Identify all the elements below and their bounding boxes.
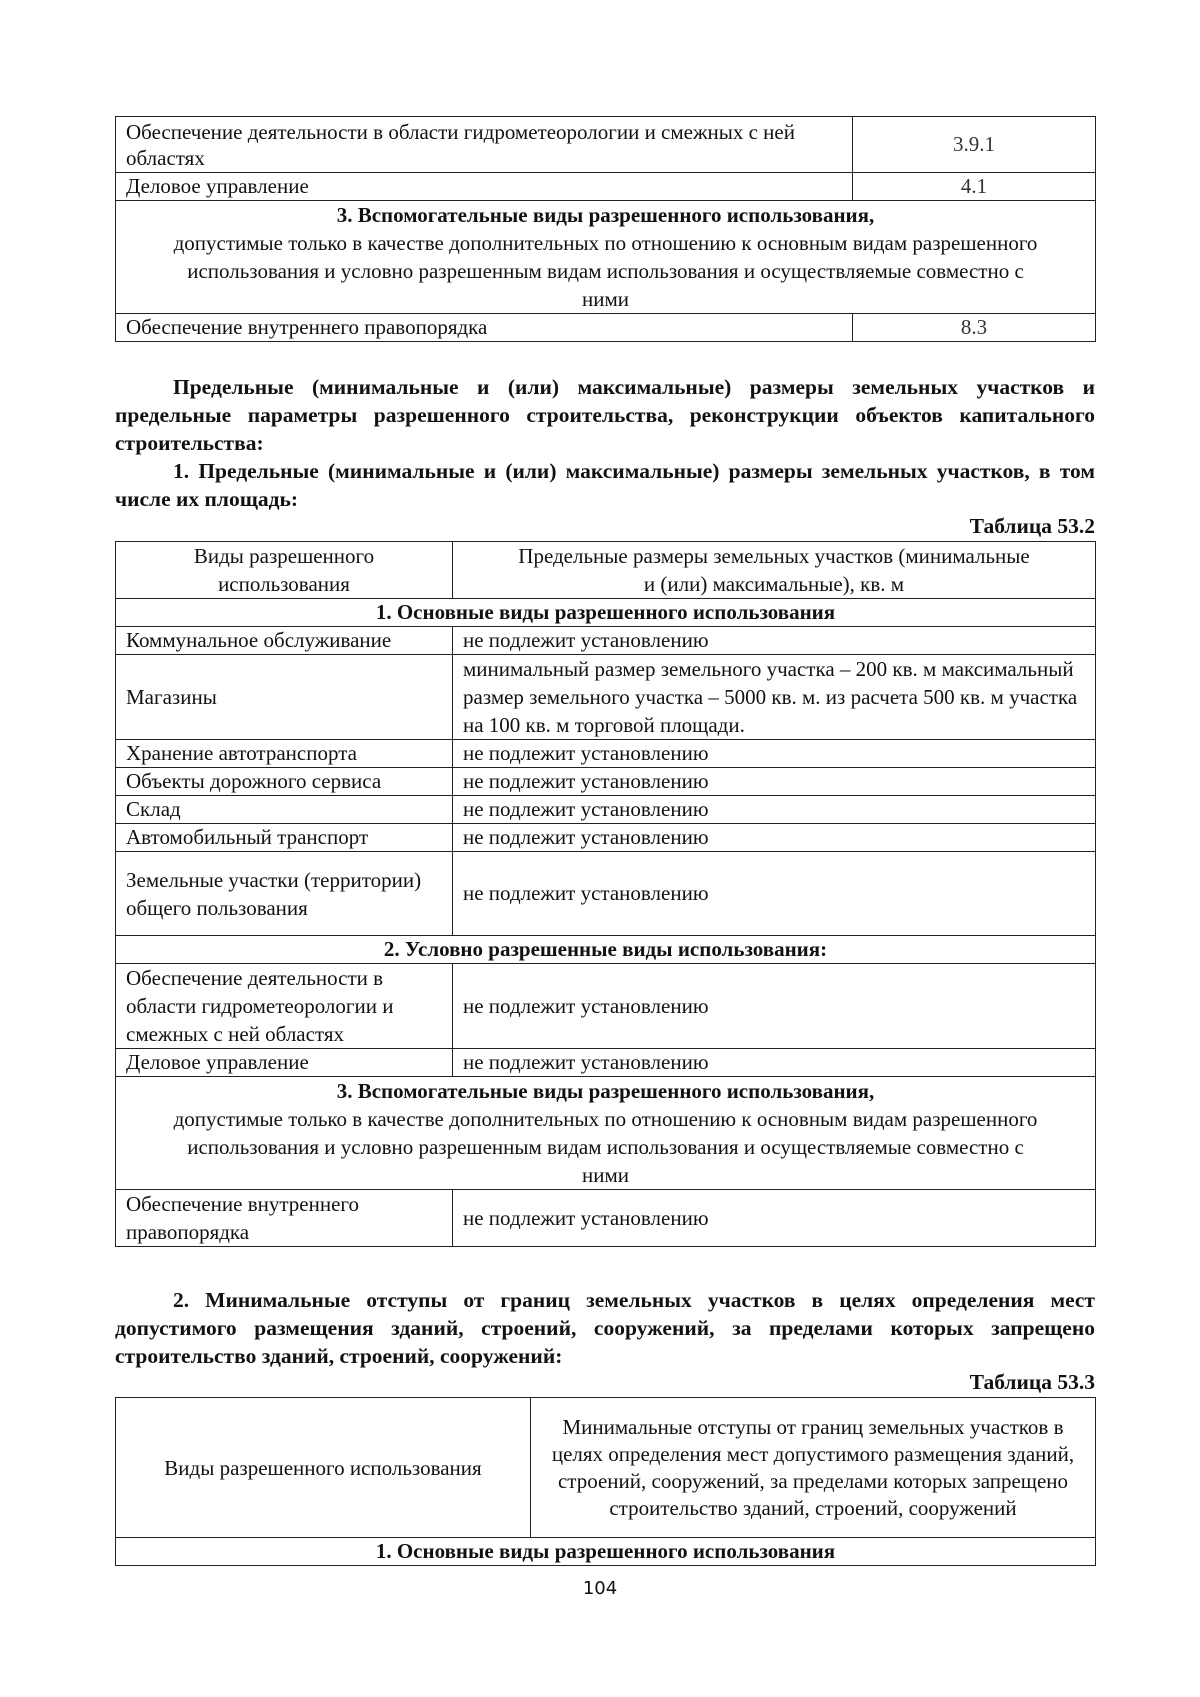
subheading-plot-sizes: 1. Предельные (минимальные и (или) максимальные) размеры земельных участков, в том числе их площадь: [115,459,1095,511]
use-type-cell: Склад [116,796,453,824]
table-row [116,740,1096,768]
use-type-cell: Обеспечение деятельности в области гидрометеорологии и смежных с ней областях [116,964,453,1049]
auxiliary-uses-section [116,1077,1096,1190]
auxiliary-uses-section [116,201,1096,314]
section-row [116,936,1096,964]
table-row [116,117,1096,173]
table-caption: Таблица 53.2 [969,514,1095,538]
section-row [116,1077,1096,1190]
limit-value-cell: не подлежит установлению [453,824,1096,852]
subheading-setbacks: 2. Минимальные отступы от границ земельных участков в целях определения мест допустимого размещения зданий, строений, сооружений, за пределами которых запрещено строительство зданий, строений, сооружений: [115,1288,1095,1368]
land-use-table-continuation [115,116,1095,342]
use-type-cell: Обеспечение внутреннего правопорядка [116,1190,453,1247]
column-header: Виды разрешенного использования [116,1398,531,1538]
use-code-cell: 8.3 [853,314,1096,342]
use-type-cell: Объекты дорожного сервиса [116,768,453,796]
section-description: допустимые только в качестве дополнительных по отношению к основным видам разрешенного использования и условно разрешенным видам использования и осуществляемые совместно с ними [173,231,1038,311]
section-description: допустимые только в качестве дополнительных по отношению к основным видам разрешенного использования и условно разрешенным видам использования и осуществляемые совместно с ними [173,1107,1038,1187]
limit-value-cell: не подлежит установлению [453,1049,1096,1077]
table-header-row [116,1398,1096,1538]
use-type-cell: Автомобильный транспорт [116,824,453,852]
column-header: Минимальные отступы от границ земельных участков в целях определения мест допустимого размещения зданий, строений, сооружений, за пределами которых запрещено строительство зданий, строений, сооружений [531,1398,1096,1538]
limit-value-cell: не подлежит установлению [453,627,1096,655]
section-heading: Предельные (минимальные и (или) максимальные) размеры земельных участков и предельные параметры разрешенного строительства, реконструкции объектов капитального строительства: [115,375,1095,455]
limit-value-cell: не подлежит установлению [453,852,1096,936]
use-type-cell: Коммунальное обслуживание [116,627,453,655]
use-code-cell: 3.9.1 [853,117,1096,173]
section-title: 2. Условно разрешенные виды использования: [116,936,1096,964]
table-row [116,627,1096,655]
table-row [116,314,1096,342]
setback-table [115,1397,1095,1566]
table-row [116,824,1096,852]
table-row [116,796,1096,824]
table-caption: Таблица 53.3 [969,1370,1095,1394]
use-code-cell: 4.1 [853,173,1096,201]
table-row [116,768,1096,796]
limit-value-cell: не подлежит установлению [453,740,1096,768]
limit-value-cell: не подлежит установлению [453,1190,1096,1247]
table-row [116,173,1096,201]
table-row [116,1049,1096,1077]
section-title: 1. Основные виды разрешенного использования [116,1538,1096,1566]
section-row [116,599,1096,627]
section-title: 3. Вспомогательные виды разрешенного использования, [336,203,875,227]
limit-value-cell: не подлежит установлению [453,768,1096,796]
table-row [116,655,1096,740]
section-title: 3. Вспомогательные виды разрешенного использования, [336,1079,875,1103]
use-type-cell: Хранение автотранспорта [116,740,453,768]
section-title: 1. Основные виды разрешенного использования [116,599,1096,627]
use-type-cell: Обеспечение деятельности в области гидрометеорологии и смежных с ней областях [116,117,853,173]
use-type-cell: Обеспечение внутреннего правопорядка [116,314,853,342]
use-type-cell: Деловое управление [116,173,853,201]
column-header: Виды разрешенного использования [116,542,453,599]
limit-value-cell: минимальный размер земельного участка – 200 кв. м максимальный размер земельного участка – 5000 кв. м. из расчета 500 кв. м участка на 100 кв. м торговой площади. [453,655,1096,740]
section-row [116,1538,1096,1566]
column-header: Предельные размеры земельных участков (минимальные и (или) максимальные), кв. м [453,542,1096,599]
table-row [116,964,1096,1049]
setback-section [115,1286,1095,1370]
table-row [116,852,1096,936]
table-header-row [116,542,1096,599]
table-row [116,1190,1096,1247]
use-type-cell: Магазины [116,655,453,740]
use-type-cell: Земельные участки (территории) общего пользования [116,852,453,936]
use-type-cell: Деловое управление [116,1049,453,1077]
limits-section [115,373,1095,513]
plot-size-table [115,541,1095,1247]
limit-value-cell: не подлежит установлению [453,964,1096,1049]
section-row [116,201,1096,314]
limit-value-cell: не подлежит установлению [453,796,1096,824]
page-number: 104 [582,1578,618,1599]
